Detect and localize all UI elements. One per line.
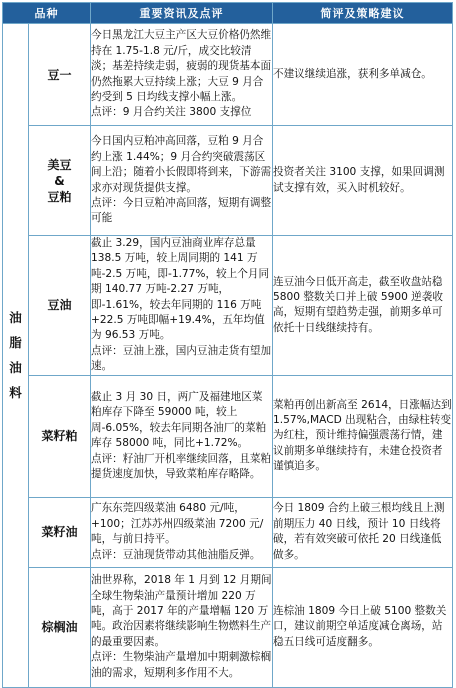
- item-label-cell: [29, 567, 91, 687]
- info-text: 广东东莞四级菜油 6480 元/吨，+100；江苏苏州四级菜油 7200 元/吨，与前日持平。: [91, 502, 264, 546]
- table-row: [3, 567, 453, 687]
- header-advice: 简评及策略建议: [273, 3, 453, 24]
- item-label: 棕榈油: [41, 620, 78, 635]
- info-cell: [91, 126, 273, 236]
- header-info: 重要资讯及点评: [91, 3, 273, 24]
- info-cell: [91, 497, 273, 567]
- advice-text: 连棕油 1809 今日上破 5100 整数关口，建议前期空单适度减仓离场，站稳五日线可适度翻多。: [273, 605, 447, 648]
- info-text: 今日黑龙江大豆主产区大豆价格仍然维持在 1.75-1.8 元/斤，成交比较清淡；基差持续走弱，疲弱的现货基本面仍然拖累大豆持续上涨；大豆 9 月合约受到 5 日均线支撑小幅上涨。: [91, 29, 272, 103]
- item-label-cell: [29, 236, 91, 376]
- item-label-cell: [29, 497, 91, 567]
- info-comment: 点评：今日豆粕冲高回落，短期有调整可能: [91, 196, 272, 225]
- info-cell: [91, 24, 273, 126]
- item-label-top: 美豆: [47, 157, 72, 172]
- sector-label: 油脂油料: [9, 310, 22, 401]
- info-comment: 点评：豆油上涨，国内豆油走货有望加速。: [91, 344, 272, 373]
- advice-text: 今日 1809 合约上破三根均线且上测前期压力 40 日线，预计 10 日线将破，若有效突破可依托 20 日线逢低做多。: [273, 502, 445, 561]
- table-header-row: [3, 3, 453, 24]
- item-label-amp: &: [54, 173, 65, 188]
- item-label: 豆一: [47, 67, 72, 82]
- advice-cell: [273, 236, 453, 376]
- advice-cell: [273, 126, 453, 236]
- info-comment: 点评：9 月合约关注 3800 支撑位: [91, 106, 252, 119]
- table-row: [3, 24, 453, 126]
- item-label-cell: [29, 24, 91, 126]
- header-category: 品种: [3, 3, 91, 24]
- info-cell: [91, 236, 273, 376]
- info-text: 截止 3 月 30 日，两广及福建地区菜粕库存下降至 59000 吨，较上周-6.05%，较去年同期各油厂的菜粕库存 58000 吨，同比+1.72%。: [91, 390, 267, 450]
- item-label: 菜籽粕: [41, 429, 78, 444]
- advice-cell: [273, 567, 453, 687]
- advice-text: 连豆油今日低开高走，截至收盘站稳 5800 整数关口并上破 5900 逆袭收高，短期有望趋势走强，前期多单可依托十日线继续持有。: [273, 275, 443, 334]
- item-label: 菜籽油: [41, 525, 78, 540]
- info-text: 今日国内豆粕冲高回落，豆粕 9 月合约上涨 1.44%；9 月合约突破震荡区间上沿；随着小长假即将到来，下游需求亦对现货提供支撑。: [91, 135, 272, 194]
- item-label-cell: [29, 126, 91, 236]
- info-cell: [91, 375, 273, 497]
- table-row: [3, 236, 453, 376]
- table-row: [3, 126, 453, 236]
- info-cell: [91, 567, 273, 687]
- advice-text: 不建议继续追涨，获利多单减仓。: [273, 67, 432, 80]
- info-comment: 点评：豆油现货带动其他油脂反弹。: [91, 548, 261, 561]
- info-text: 油世界称，2018 年 1 月到 12 月期间全球生物柴油产量预计增加 220 万吨，高于 2017 年的产量增幅 120 万吨。政治因素将继续影响生物燃料生产的最重要因素。: [91, 574, 272, 648]
- table-row: [3, 375, 453, 497]
- info-comment: 点评：生物柴油产量增加中期刺激棕榈油的需求，短期利多作用不大。: [91, 651, 272, 679]
- table-row: [3, 497, 453, 567]
- advice-cell: [273, 24, 453, 126]
- item-label: 豆油: [47, 298, 72, 313]
- advice-cell: [273, 497, 453, 567]
- advice-text: 投资者关注 3100 支撑，如果回调测试支撑有效，买入时机较好。: [273, 166, 445, 194]
- info-comment: 点评：籽油厂开机率继续回落，且菜粕提货速度加快，导致菜粕库存略降。: [91, 452, 272, 480]
- advice-text: 菜粕再创出新高至 2614，日涨幅达到 1.57%,MACD 出现粘合，由绿柱转变为红柱，预计维持偏强震荡行情，建议前期多单继续持有，未建仓投资者谨慎追多。: [273, 398, 452, 473]
- commodity-review-table: [2, 2, 453, 688]
- advice-cell: [273, 375, 453, 497]
- sector-label-cell: [3, 24, 29, 688]
- info-text: 截止 3.29，国内豆油商业库存总量 138.5 万吨，较上周同期的 141 万吨-2.5 万吨，即-1.77%，较上个月同期 140.77 万吨-2.27 万吨，即-1.61%，较去年同期的 116 万吨+22.5 万吨即幅+19.4%，五年均值为 96.53 万吨。: [91, 237, 270, 342]
- item-label-cell: [29, 375, 91, 497]
- item-label-bottom: 豆粕: [47, 189, 72, 204]
